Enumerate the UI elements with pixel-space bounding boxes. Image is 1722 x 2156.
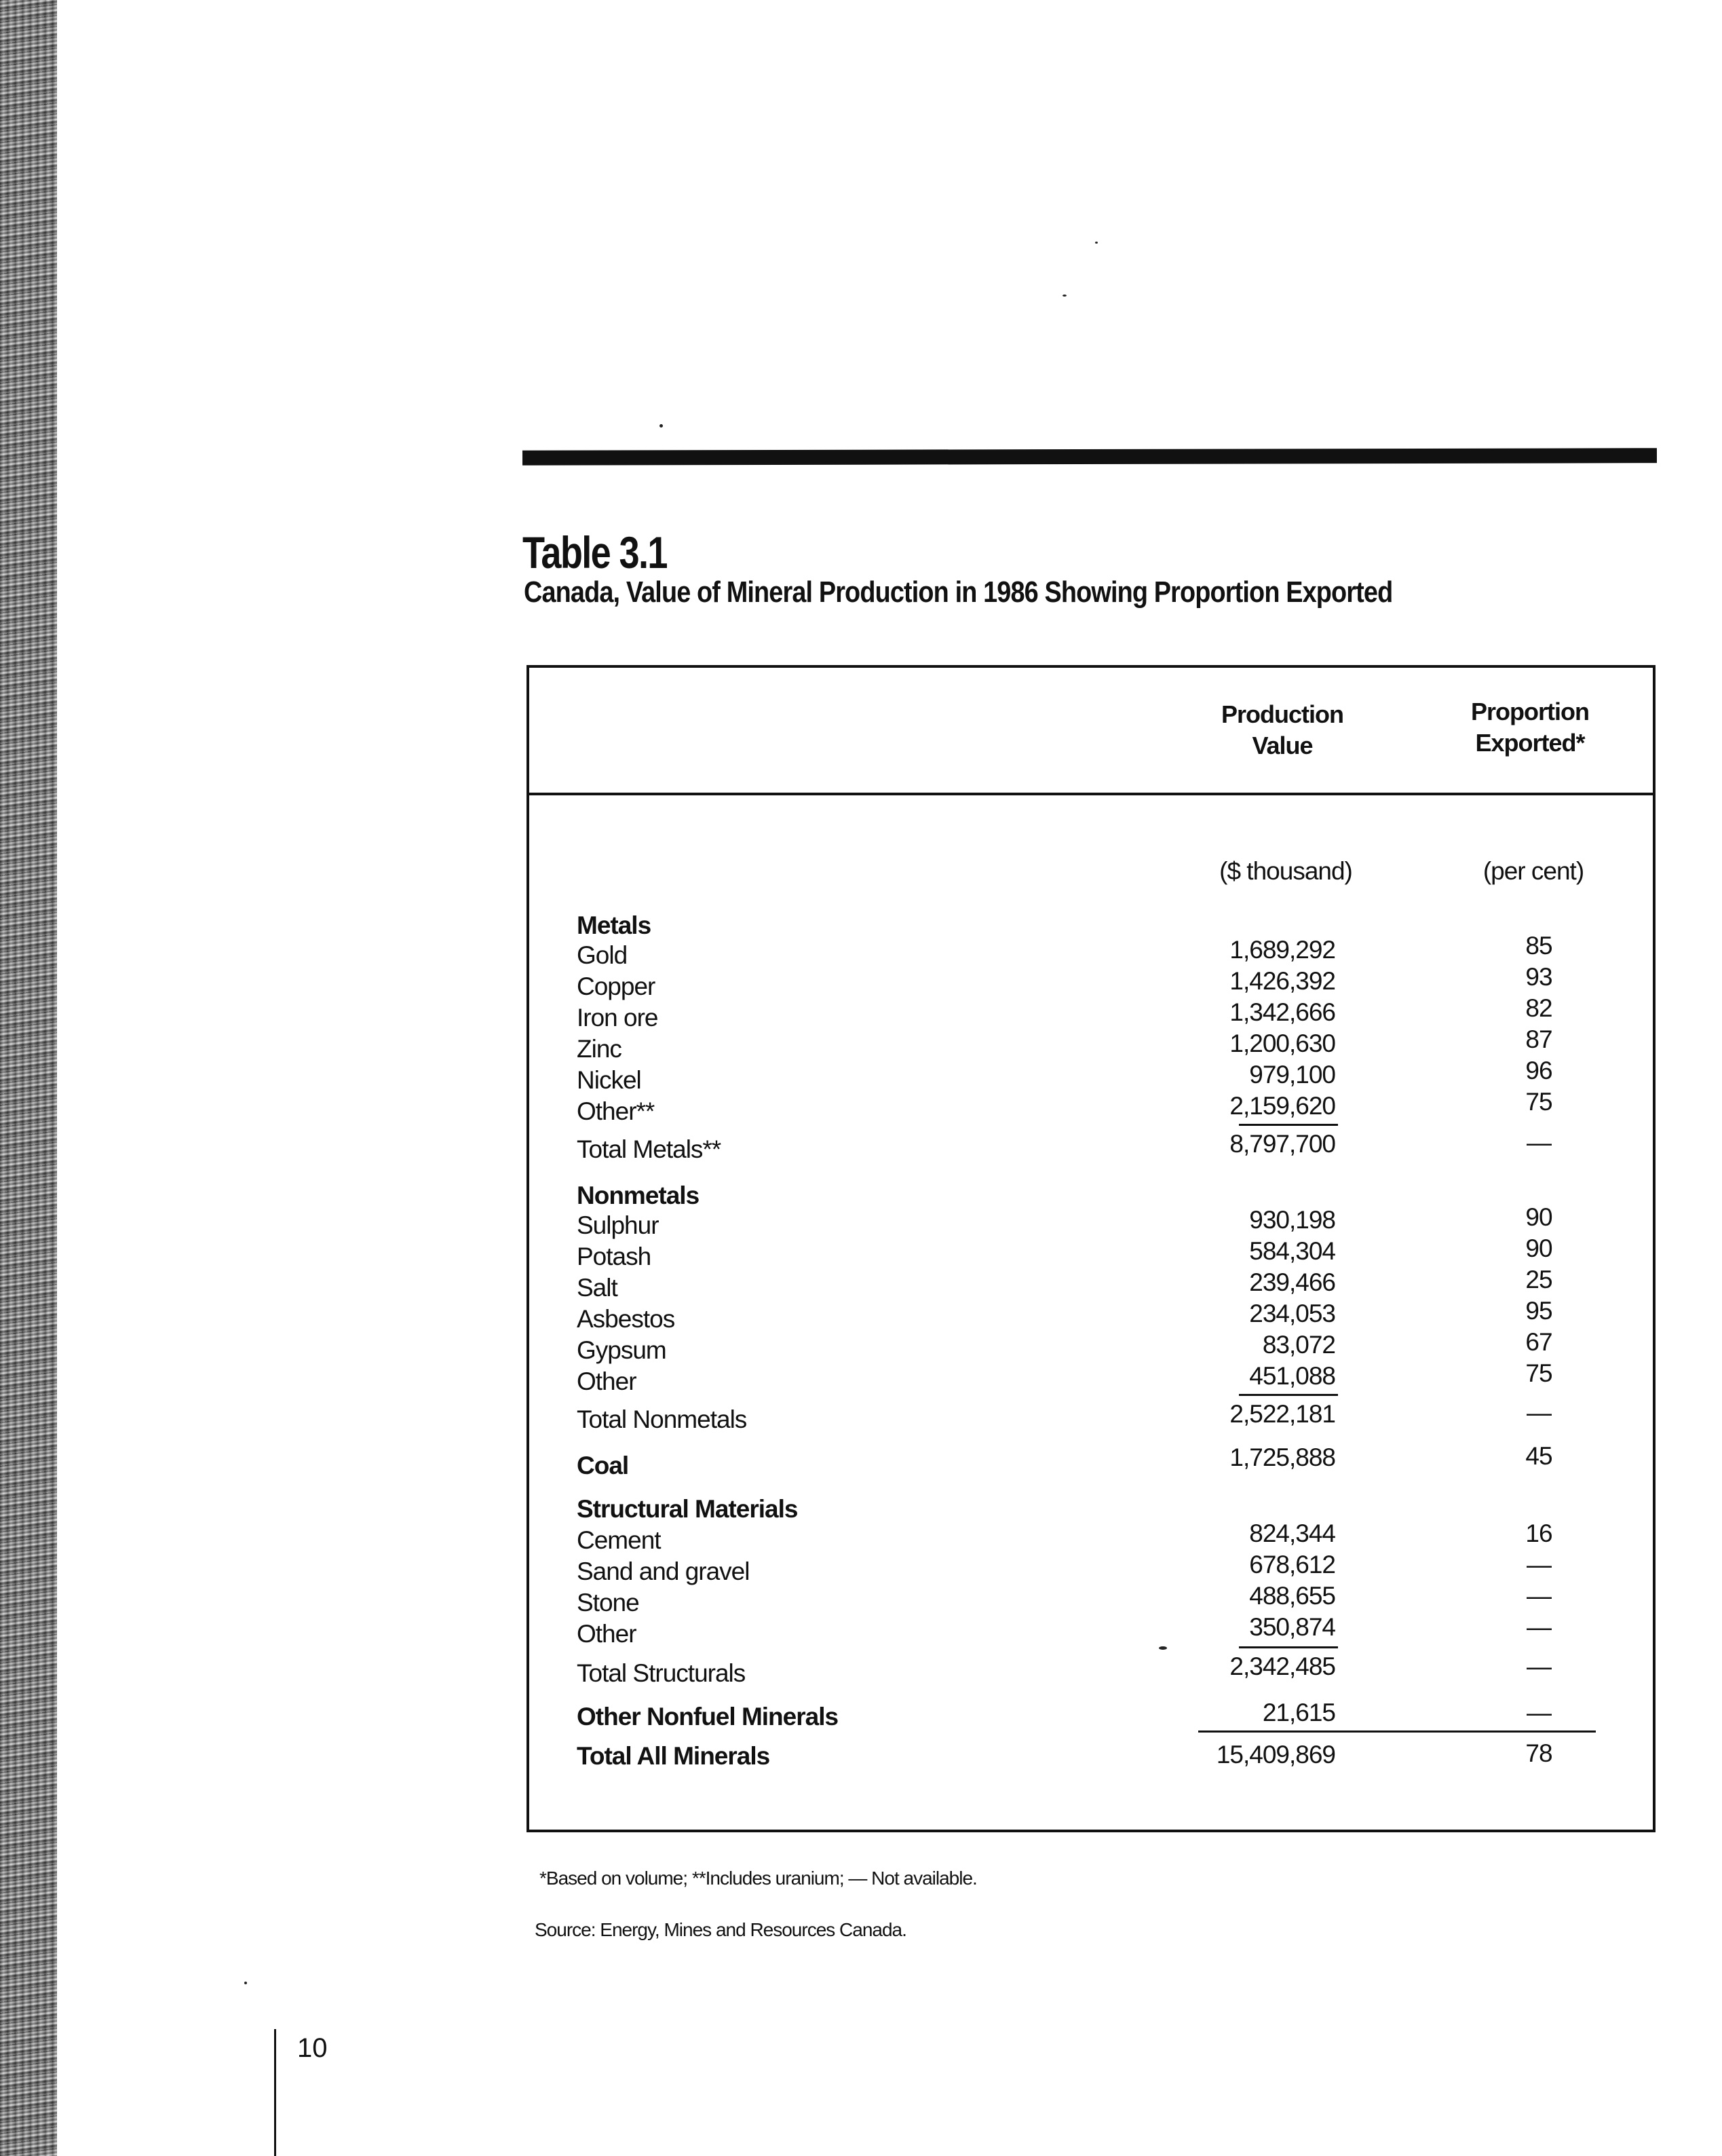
other-nonfuel-label: Other Nonfuel Minerals [577, 1703, 839, 1731]
row-percent: 75 [1525, 1088, 1552, 1116]
row-value: 584,304 [1249, 1237, 1335, 1265]
row-value: 451,088 [1249, 1362, 1335, 1390]
proportion-unit: (per cent) [1482, 857, 1584, 885]
row-label: Other [577, 1620, 636, 1648]
table-frame [527, 665, 1656, 1832]
scan-speck [1095, 242, 1098, 244]
section-heading-structural-materials: Structural Materials [577, 1495, 798, 1523]
total-label: Total Metals** [577, 1135, 721, 1163]
row-value: 488,655 [1249, 1582, 1335, 1610]
row-label: Gold [577, 941, 628, 969]
page-number: 10 [297, 2033, 328, 2063]
subtotal-rule [1239, 1646, 1338, 1648]
row-percent: 16 [1525, 1519, 1552, 1547]
row-value: 234,053 [1249, 1300, 1335, 1327]
row-label: Other [577, 1367, 636, 1395]
other-nonfuel-percent: — [1527, 1699, 1551, 1726]
grand-total-value: 15,409,869 [1216, 1741, 1335, 1769]
page-margin-bar [274, 2029, 276, 2156]
row-value: 979,100 [1249, 1061, 1335, 1089]
total-label: Total Structurals [577, 1659, 746, 1687]
table-source: Source: Energy, Mines and Resources Canada. [535, 1919, 906, 1940]
production-header-line1: Production [1221, 700, 1343, 728]
total-value: 2,342,485 [1229, 1652, 1335, 1680]
proportion-header-line1: Proportion [1471, 698, 1589, 725]
scan-speck [244, 1982, 247, 1984]
coal-value: 1,725,888 [1229, 1443, 1335, 1471]
row-label: Cement [577, 1526, 661, 1554]
production-column-header [1194, 699, 1371, 761]
row-value: 2,159,620 [1229, 1092, 1335, 1120]
scan-speck [659, 424, 663, 428]
grand-total-label: Total All Minerals [577, 1742, 770, 1770]
row-value: 350,874 [1249, 1613, 1335, 1641]
table-number: Table 3.1 [522, 527, 667, 578]
row-percent: 67 [1525, 1328, 1552, 1356]
table-title: Canada, Value of Mineral Production in 1986 Showing Proportion Exported [524, 575, 1393, 609]
row-percent: — [1527, 1613, 1551, 1641]
row-label: Asbestos [577, 1305, 675, 1333]
total-value: 2,522,181 [1229, 1400, 1335, 1428]
row-percent: 75 [1525, 1359, 1552, 1387]
row-value: 1,689,292 [1229, 936, 1335, 964]
row-percent: 87 [1525, 1025, 1552, 1053]
row-label: Stone [577, 1589, 639, 1616]
row-label: Gypsum [577, 1336, 666, 1364]
total-percent: — [1527, 1652, 1551, 1680]
section-heading-metals: Metals [577, 911, 651, 939]
row-value: 83,072 [1262, 1331, 1335, 1359]
scanned-binding-edge [0, 0, 57, 2156]
row-value: 930,198 [1249, 1206, 1335, 1234]
row-value: 1,200,630 [1229, 1029, 1335, 1057]
header-rule [527, 793, 1656, 795]
row-percent: 95 [1525, 1297, 1552, 1325]
row-label: Sand and gravel [577, 1557, 750, 1585]
row-label: Other** [577, 1097, 655, 1125]
grand-total-rule [1198, 1731, 1596, 1733]
subtotal-rule [1239, 1394, 1338, 1396]
coal-label: Coal [577, 1452, 629, 1479]
row-label: Zinc [577, 1035, 621, 1063]
row-label: Nickel [577, 1066, 641, 1094]
subtotal-rule [1239, 1124, 1338, 1126]
scan-speck [1063, 295, 1067, 297]
other-nonfuel-value: 21,615 [1262, 1699, 1335, 1726]
table-footnote: *Based on volume; **Includes uranium; — Not available. [539, 1868, 977, 1889]
proportion-header-line2: Exported* [1475, 729, 1585, 757]
total-percent: — [1527, 1399, 1551, 1426]
row-label: Potash [577, 1243, 651, 1270]
production-unit: ($ thousand) [1219, 857, 1352, 885]
total-label: Total Nonmetals [577, 1405, 747, 1433]
row-percent: 90 [1525, 1203, 1552, 1231]
row-percent: 93 [1525, 963, 1552, 991]
row-label: Iron ore [577, 1004, 658, 1032]
row-percent: 25 [1525, 1266, 1552, 1293]
row-percent: 90 [1525, 1234, 1552, 1262]
row-label: Salt [577, 1274, 617, 1302]
total-value: 8,797,700 [1229, 1130, 1335, 1158]
proportion-column-header [1452, 696, 1608, 759]
row-percent: 82 [1525, 994, 1552, 1022]
row-value: 239,466 [1249, 1268, 1335, 1296]
row-percent: — [1527, 1582, 1551, 1610]
row-value: 1,426,392 [1229, 967, 1335, 995]
row-percent: 85 [1525, 932, 1552, 960]
grand-total-percent: 78 [1525, 1739, 1552, 1767]
coal-percent: 45 [1525, 1442, 1552, 1470]
section-heading-nonmetals: Nonmetals [577, 1181, 700, 1209]
top-rule [522, 448, 1657, 466]
row-value: 678,612 [1249, 1551, 1335, 1578]
total-percent: — [1527, 1129, 1551, 1156]
production-header-line2: Value [1252, 732, 1313, 759]
row-value: 1,342,666 [1229, 998, 1335, 1026]
row-value: 824,344 [1249, 1519, 1335, 1547]
row-label: Copper [577, 972, 655, 1000]
row-percent: 96 [1525, 1057, 1552, 1084]
row-label: Sulphur [577, 1211, 659, 1239]
row-percent: — [1527, 1551, 1551, 1578]
